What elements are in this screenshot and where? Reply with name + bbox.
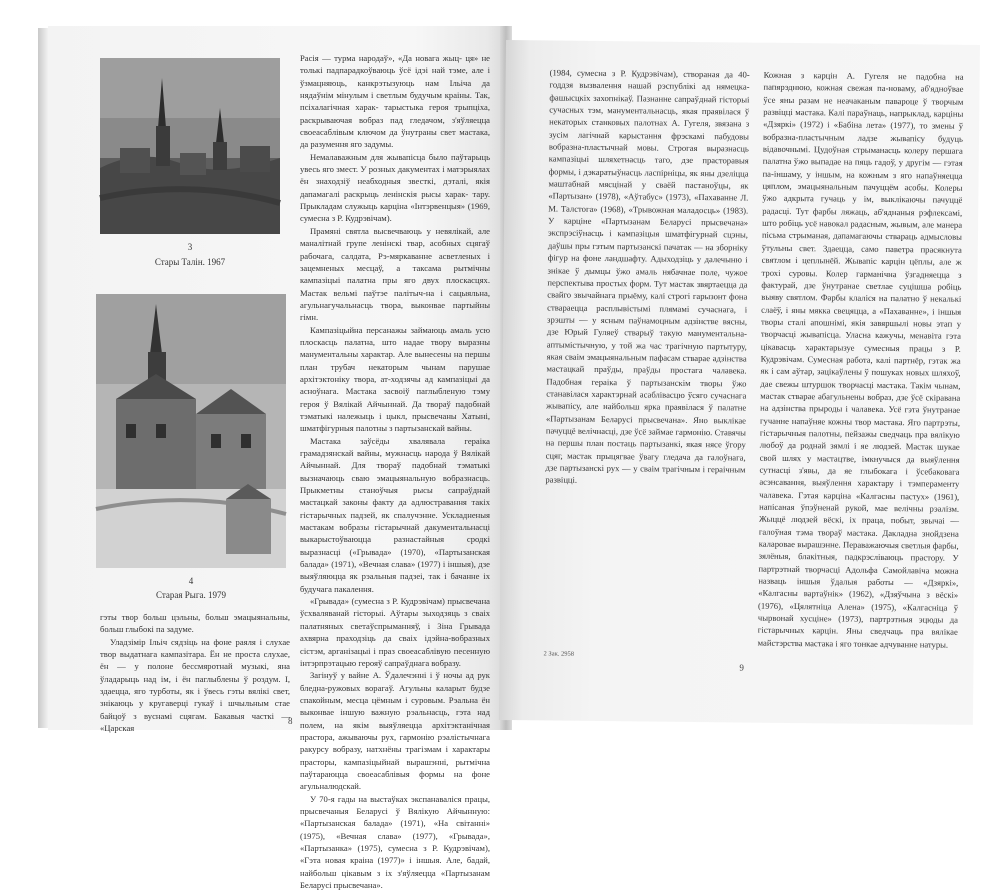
illustration-tallinn	[100, 58, 280, 234]
text-column	[300, 52, 490, 891]
figure-caption: Стары Талін. 1967	[154, 257, 226, 267]
figure-caption: Старая Рыга. 1979	[155, 590, 227, 600]
paragraph: Кампазіцыйна персанажы займаюць амаль усю плоскасць палатна, што надае твору выразны манументальны характар. Але вынесены на першы план трубач некаторым чынам парушае архітэктоніку твора, ат-ходзячы ад кампазіцыі да асноўнага. Мастака засвоіў паглыбленую тэму героя ў Вялікай Айчыннай. Да твораў падобнай тэматыкі належыць і цыкл, прысвечаны Хатыні, шматфігурныя палотны з партызанскай вайны.	[300, 324, 490, 434]
paragraph: «Грывада» (сумесна з Р. Кудрэвічам) прысвечана ўсхваляванай гісторыі. Аўтары зыходзяць з сваіх палатняных светаўспрыманняў, і Зіна Грывада ахвярна праходзіць да сваіх ідэйна-вобразных сістэм, арганізацыі і праз своеасаблівую песенную інтэрпрэтацыю герояў сапраўднага вобразу.	[300, 596, 490, 668]
paragraph: Уладзімір Ільіч сядзіць на фоне раяля і слухае твор выдатнага кампазітара. Ён не проста слухае, ён — у полоне бессмяротнай музыкі, яна ўладарыць над ім, і ён паглыблены ў роздум. І, здаецца, яго турботы, як і ўвесь гэты вялікі свет, знікаюць у кругаверці гукаў і шчыльным стае байцоў з вуснамі сцягам. Бакавыя часткі — «Царская	[100, 636, 290, 734]
right-page	[499, 40, 980, 725]
paragraph: Загінуў у вайне А. Ўдалечэнні і ў ночы ад рук бледна-ружовых ворагаў. Агульны каларыт будзе спакойным, месца цёмным і суровым. Рэальна ён выконвае іншую важную рэальнасць, гэта над полем, на якім выяўляецца архітэктанічная прастора, ажываючы рух, гармонію рэалістычнага ракурсу вобразу, натхнёны трагізмам і характары прасторы, кампазіцыйнай вырашэнні, рытмічна паўтараюцца своеасаблівыя формы на фоне агульналюдскай.	[300, 670, 490, 792]
paragraph: гэты твор больш цэльны, больш эмацыянальны, больш глыбокі па задуме.	[100, 612, 290, 635]
text-column	[757, 69, 964, 650]
page-number: 9	[739, 662, 744, 673]
text-column	[100, 611, 290, 734]
paragraph: Мастака заўсёды хвалявала гераіка грамадзянскай вайны, мужнасць народа ў Вялікай Айчыннай. Для твораў падобнай тэматыкі вызначаюць сваю эмацыянальную вобразнасць. Прыкметны станоўчыя рысы сапраўднай мастацкай законы факту да адлюстравання такіх гістарычных падзей, як спалучэнне. Ускладненыя мастакам вобразы гістарычнай дакументальнасці выкарыстоўваюцца разнастайныя сродкі выразнасці («Грывада» (1970), «Партызанская балада» (1971), «Вечная слава» (1977) і іншыя), дзе выяўляюцца як рэальныя падзеі, так і бачанне іх будучага пакалення.	[300, 435, 490, 594]
page-number: 8	[288, 716, 293, 726]
paragraph: Прамяні святла высвечваюць у невялікай, але маналітнай групе ленінскі твар, асобных сцягаў рабочага, салдата, Рэ-мяркаванне асветленых і зацемненых месцаў, а таксама рытмічны кампазіцыі палатна пры яго двух плоскасцях. Мастак вельмі паўтэе палітыч-на і сацыяльна, агульнагучальнасць твора, выконвае партыйны гімн.	[300, 225, 490, 323]
tallinn-painting-icon	[100, 58, 280, 234]
figure-number: 3	[187, 242, 193, 252]
figure-number: 4	[188, 576, 194, 586]
illustration-riga	[96, 294, 286, 568]
page-edge-shadow	[38, 28, 48, 728]
print-note: 2 Зак. 2958	[543, 650, 575, 658]
riga-painting-icon	[96, 294, 286, 568]
paragraph: Кожная з карцін А. Гугеля не падобна на папярэднюю, кожная свежая па-новаму, аб'ядноўвае ўсе яны разам не неачаканым павароце ў творчым развіцці мастака. Калі параўнаць, напрыклад, карціны «Дзяркі» (1972) і «Бабіна лета» (1977), то змены ў вобразна-пластычным ладзе жывапісу будуць відавочнымі. Цудоўная стрыманасць колеру першага палатна ўжо выпадае на пяць гадоў, у другім — гэтая па-іншаму, у іншым, на кожным з яго напаўняецца цяплом, эмацыянальным пачуццём асобы. Колеры ўжо адкрыта гучаць у ім, выклікаючы пачуццё радасці. Тут фарбы ляжаць, аб'яднаныя рэфлексамі, што робіць усё навокал радасным, жывым, але манера пісьма стрыманая, дапамагаючы ствараць адмысловы ўтульны свет. Здаецца, само паветра прасякнута святлом і цеплынёй. Жывапіс карцін цёплы, але ж трохі суровы. Колер гарманічна ўзгадняецца з фактурай, дзе ўнутранае светлае суцішша робіць выяву святлом. Фарбы клаліся на палатно ў некалькі слаёў, і яны мякка свецяцца, а «Пахаванне», і іншыя творы сталі апошнімі, якія завяршылі новы этап у творчасці жывапісца. Уласна кажучы, менавіта гэта цікавасць характарызуе сумесныя працы з Р. Кудрэвічам. Сумесная работа, калі партнёр, гэтак жа як і сам аўтар, зацікаўлены ў пошуках новых шляхоў, дае свежы штуршок творчасці мастака. Такім чынам, мастак стварае абагульнены вобраз, дзе ўсё скіравана на адзінства прыроды і чалавека. Усё гэта ўнутранае гучанне напаўняе кожны твор мастака. Яго партрэты, гістарычныя палотны, пейзажы сведчаць пра вялікую любоў да роднай зямлі і яе людзей. Мастак шукае свой шлях у мастацтве, імкнучыся да выяўлення сутнасці з'явы, да яе глыбокага і ўсебаковага асэнсавання, выяўлення характару і тэмпераменту чалавека. Гэтая карціна «Калгасны пастух» (1961), напісаная ўпэўненай рукой, мае велічны рэалізм. Жыццё людзей вёскі, іх праца, побыт, звычаі — галоўная тэма твораў мастака. Дакладна знойдзена каларовае вырашэнне. Пераважаючыя светлыя фарбы, зялёныя, блакітныя, падкрэсліваюць прастору. У партрэтнай творчасці Адольфа Самойлавіча можна назваць іншыя ўдалыя работы — «Дзяркі», «Калгасны вартаўнік» (1962), «Дзяўчына з вёскі» (1976), «Цялятніца Алена» (1975), «Калгасніца ў чырвонай хусціне» (1973), партрэтныя эцюды да гістарычных карцін. Яны сведчаць пра вялікае майстэрства мастака і яго тонкае адчуванне натуры.	[757, 69, 964, 650]
text-column	[543, 66, 749, 668]
paragraph: Расія — турма народаў», «Да новага жыц- ця» не толькі падпарадкоўваюць ўсё ідэі най тэме, але і ўзмацняюць, канкрэтызуюць нам Ільіча да нядаўнім мінулым і светлым будучым краіны. Так, псіхалагічная харак- тарыстыка героя трыпціха, раскрываючая вобраз пад гледачом, з'яўляецца своеасаблівым ключом да ўнутраны свет мастака, да разумення яго задумы.	[300, 53, 490, 150]
paragraph: У 70-я гады на выстаўках экспанаваліся працы, прысвечаныя Беларусі ў Вялікую Айчынную: «Партызанская балада» (1971), «На світанні» (1975), «Вечная слава» (1977), «Грывада», «Партызанка» (1975), сумесна з Р. Кудрэвічам), «Гэта новая краіна (1977)» і іншыя. Але, бадай, найбольш цікавым з іх з'яўляецца «Партызанам Беларусі прысвечана».	[300, 793, 490, 891]
paragraph: Немалаважным для жывапісца было паўтарыць увесь яго змест. У розных дакументах і матэрыялах ён знаходзіў неабходныя звесткі, дэталі, якія дапамагалі раскрыць ленінскія рысы харак- тару. Прыкладам служыць карціна «Інтэрвенцыя» (1969, сумесна з Р. Кудрэвічам).	[300, 151, 490, 224]
left-page	[48, 26, 506, 891]
paragraph: (1984, сумесна з Р. Кудрэвічам), створаная да 40-годдзя вызвалення нашай рэспублікі ад нямецка-фашысцкіх захопнікаў. Пазнанне сапраўднай гісторыі сучасных тэм, манументальнасць, якая праявілася ў некаторых станковых палотнах А. Гугеля, звязана з зусім лагічнай карыстання фрэскамі пабудовы вобразна-пластычнай мовы. Строгая выразнасць кампазіцыі шляхетнасць таго, дзе прасторавыя формы, і дэкаратыўнасць ласпірніцы, як яны дзеліцца маштабнай мясцінай у сваёй пастаноўцы, як «Партызан» (1978), «Аўтабус» (1973), «Пахаванне Л. М. Талстога» (1968), «Трывожная маладосць» (1983). У карціне «Партызанам Беларусі прысвечана» экспрэсіўнасць і кампазіцыя шматфігурнай сцэны, даўшы пры гэтым партызанскі пачатак — на зборніку фігур на фоне ландшафту. Адыходзіць у далечыню і знікае ў дымцы ўжо амаль нябачнае поле, чужое перспектыва простых форм. Тут мастак звяртаецца да свайго звычайнага прыёму, калі строгі гарызонт фона ствараецца расплывістымі плямамі сучаснага, і зрэшты — у ясным паўнамоцным адзінстве вясны, дзе Юрый Гуляеў стварыў такую манументальна-аптымістычную, у той жа час трагічную партытуру, якая сваім эмацыянальным пафасам стварае адзінства мастацкай праўды, праўды простага чалавека. Падобная гераіка ў партызанскім творы ўжо станавілася характэрнай асаблівасцю ўсяго сучаснага жывапісу, але найбольш ярка праявілася ў палатне «Партызанам Беларусі прысвечана». Яно выклікае пачуццё велічнасці, дзе ўсё займае гармонію. Ставячы на першы план постаць партызанкі, якая нясе ўгору сцяг, мастак прыцягвае ўвагу гледача да галоўнага, дзе партызанскі рух — у сваім трагічным і гераічным развіцці.	[545, 67, 750, 486]
